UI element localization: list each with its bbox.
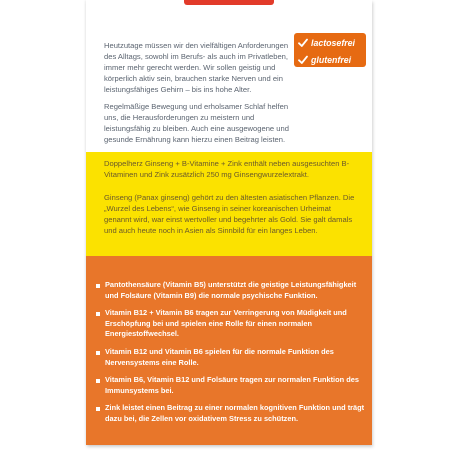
- list-item: [96, 308, 368, 340]
- list-item: [96, 347, 368, 368]
- badge-lactosefrei: [294, 33, 366, 50]
- list-item: [96, 403, 368, 424]
- check-icon: [298, 55, 308, 65]
- ginseng-paragraph-1: [104, 158, 359, 180]
- claim-text: Vitamin B6, Vitamin B12 und Folsäure tragen zur normalen Funktion des Immunsystems bei.: [105, 375, 359, 395]
- list-item: [96, 375, 368, 396]
- bullet-icon: [96, 284, 100, 288]
- free-from-badges: [294, 33, 366, 67]
- bullet-icon: [96, 312, 100, 316]
- claim-text: Zink leistet einen Beitrag zu einer normalen kognitiven Funktion und trägt dazu bei, die Zellen vor oxidativem Stress zu schützen.: [105, 403, 365, 423]
- bullet-icon: [96, 407, 100, 411]
- intro-text: [104, 40, 289, 151]
- ginseng-text-1: Doppelherz Ginseng + B-Vitamine + Zink enthält neben ausgesuchten B-Vitaminen und Zink zusätzlich 250 mg Ginsengwurzelextrakt.: [104, 159, 350, 179]
- claim-text: Pantothensäure (Vitamin B5) unterstützt die geistige Leistungsfähigkeit und Folsäure (Vitamin B9) die normale psychische Funktion.: [105, 280, 357, 300]
- package-back: [86, 0, 372, 445]
- badge-label: lactosefrei: [311, 37, 356, 48]
- intro-paragraph-1: Heutzutage müssen wir den vielfältigen Anforderungen des Alltags, sowohl im Berufs- als auch im Privatleben, immer mehr gerecht werden. Wir sollen geistig und körperlich aktiv sein, brauchen starke Nerven und ein leistungsfähiges Gehirn – bis ins hohe Alter.: [104, 41, 289, 94]
- badge-label: glutenfrei: [311, 54, 352, 65]
- check-icon: [298, 38, 308, 48]
- ginseng-text-2: Ginseng (Panax ginseng) gehört zu den ältesten asiatischen Pflanzen. Die „Wurzel des Lebens“, wie Ginseng in seiner koreanischen Urheimat genannt wird, war einst wertvoller und begehrter als Gold. Sie galt damals und auch heute noch in Asien als Sinnbild für ein langes Leben.: [104, 193, 355, 235]
- badge-glutenfrei: [294, 50, 366, 67]
- bullet-icon: [96, 379, 100, 383]
- bullet-icon: [96, 351, 100, 355]
- claim-text: Vitamin B12 + Vitamin B6 tragen zur Verringerung von Müdigkeit und Erschöpfung bei und spielen eine Rolle für einen normalen Energiestoffwechsel.: [105, 308, 347, 339]
- health-claims-list: [96, 280, 368, 432]
- ginseng-paragraph-2: [104, 192, 359, 236]
- logo-fragment: [184, 0, 274, 5]
- intro-paragraph-2: Regelmäßige Bewegung und erholsamer Schlaf helfen uns, die Herausforderungen zu meistern und leistungsfähig zu bleiben. Auch eine ausgewogene und gesunde Ernährung kann hierzu einen Beitrag leisten.: [104, 102, 289, 144]
- list-item: [96, 280, 368, 301]
- top-flap: [86, 0, 372, 14]
- claim-text: Vitamin B12 und Vitamin B6 spielen für die normale Funktion des Nervensystems eine Rolle.: [105, 346, 334, 367]
- ginseng-panel: [86, 152, 372, 256]
